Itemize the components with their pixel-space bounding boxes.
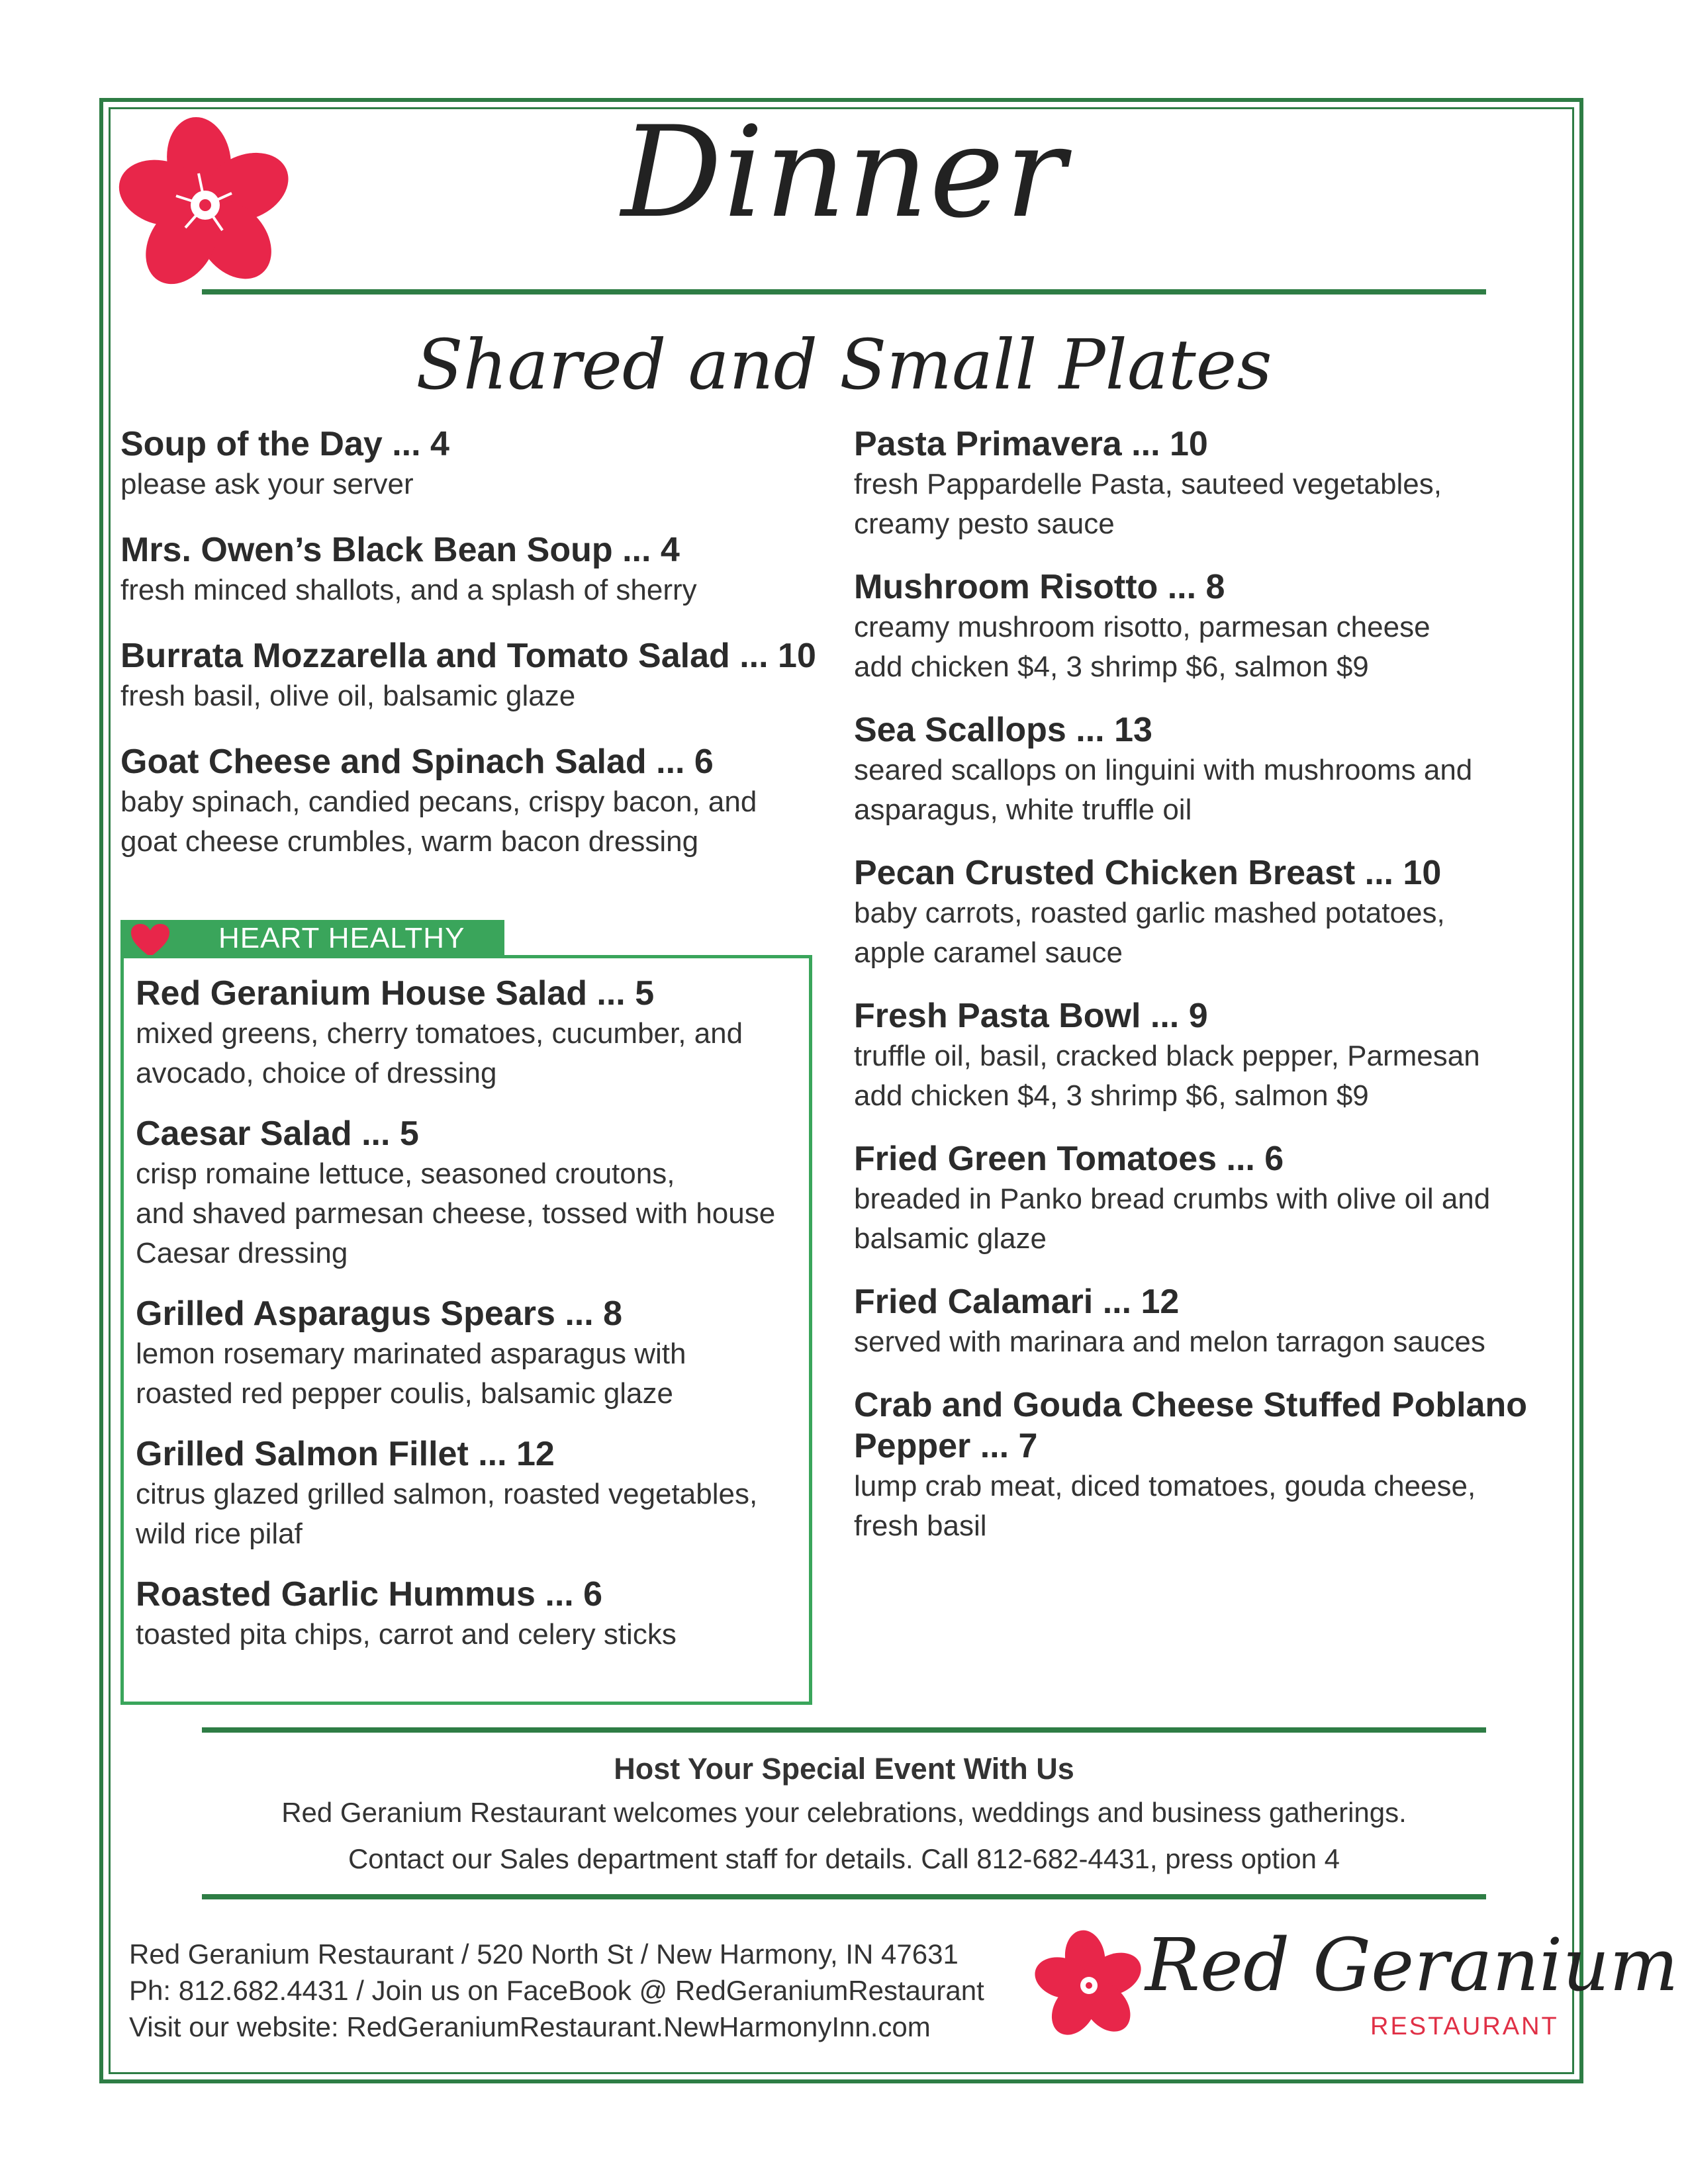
menu-item-desc: add chicken $4, 3 shrimp $6, salmon $9 — [854, 1079, 1369, 1112]
menu-item — [136, 1574, 804, 1655]
menu-item-name: Fried Calamari ... 12 — [854, 1283, 1180, 1321]
menu-item-desc: wild rice pilaf — [136, 1518, 303, 1550]
menu-item-desc: apple caramel sauce — [854, 936, 1123, 969]
menu-item-desc: seared scallops on linguini with mushrooms and — [854, 754, 1473, 786]
menu-item-name: Soup of the Day ... 4 — [120, 425, 449, 463]
menu-item — [136, 1113, 804, 1273]
menu-item-desc: fresh basil, olive oil, balsamic glaze — [120, 680, 576, 712]
restaurant-logo — [1033, 1923, 1679, 2055]
logo-subtitle: RESTAURANT — [1370, 2013, 1559, 2040]
menu-item-name: Burrata Mozzarella and Tomato Salad ... 10 — [120, 637, 816, 675]
menu-item-desc: balsamic glaze — [854, 1222, 1047, 1255]
menu-item — [854, 1138, 1556, 1259]
menu-item-desc: truffle oil, basil, cracked black pepper, Parmesan — [854, 1040, 1480, 1072]
menu-item-desc: mixed greens, cherry tomatoes, cucumber, and — [136, 1017, 743, 1050]
menu-item — [854, 995, 1556, 1116]
right-column — [854, 424, 1556, 1546]
menu-item-desc: please ask your server — [120, 468, 414, 500]
geranium-flower-icon — [1033, 1929, 1145, 2042]
menu-item-desc: lump crab meat, diced tomatoes, gouda cheese, — [854, 1470, 1476, 1502]
menu-item — [136, 973, 804, 1093]
menu-item — [854, 424, 1556, 544]
menu-item-name: Grilled Salmon Fillet ... 12 — [136, 1435, 555, 1473]
menu-item-desc: and shaved parmesan cheese, tossed with house — [136, 1197, 776, 1230]
heart-icon — [130, 923, 171, 958]
menu-item-desc: creamy pesto sauce — [854, 508, 1115, 540]
menu-item — [854, 1281, 1556, 1362]
menu-item-desc: creamy mushroom risotto, parmesan cheese — [854, 611, 1430, 643]
logo-name: Red Geranium — [1145, 1923, 1679, 2007]
menu-item — [136, 1433, 804, 1554]
menu-item-name: Sea Scallops ... 13 — [854, 711, 1152, 749]
menu-item-desc: crisp romaine lettuce, seasoned croutons, — [136, 1158, 675, 1190]
footer-address: Red Geranium Restaurant / 520 North St / New Harmony, IN 47631 — [129, 1938, 959, 1970]
menu-item-name: Fresh Pasta Bowl ... 9 — [854, 997, 1208, 1035]
section-title: Shared and Small Plates — [416, 324, 1272, 405]
menu-item-name: Fried Green Tomatoes ... 6 — [854, 1140, 1284, 1178]
heart-healthy-label: HEART HEALTHY — [218, 922, 465, 954]
menu-item — [120, 741, 822, 862]
menu-item — [854, 567, 1556, 687]
menu-item-name: Pasta Primavera ... 10 — [854, 425, 1208, 463]
menu-item-desc: citrus glazed grilled salmon, roasted vegetables, — [136, 1478, 758, 1510]
menu-item-name: Caesar Salad ... 5 — [136, 1115, 419, 1153]
event-line: Contact our Sales department staff for details. Call 812-682-4431, press option 4 — [348, 1843, 1340, 1874]
menu-item — [854, 709, 1556, 830]
menu-item-desc: baby carrots, roasted garlic mashed potatoes, — [854, 897, 1445, 929]
left-column — [120, 424, 822, 887]
footer-contact — [129, 1936, 984, 2045]
menu-item-name: Goat Cheese and Spinach Salad ... 6 — [120, 743, 714, 781]
event-section — [202, 1747, 1486, 1881]
menu-item-desc: add chicken $4, 3 shrimp $6, salmon $9 — [854, 651, 1369, 683]
menu-item — [854, 852, 1556, 973]
menu-item-name: Mrs. Owen’s Black Bean Soup ... 4 — [120, 531, 680, 569]
menu-item-desc: fresh minced shallots, and a splash of sherry — [120, 574, 697, 606]
menu-item-desc: served with marinara and melon tarragon sauces — [854, 1326, 1485, 1358]
menu-item-desc: asparagus, white truffle oil — [854, 794, 1192, 826]
menu-item-desc: fresh Pappardelle Pasta, sauteed vegetables, — [854, 468, 1442, 500]
event-title: Host Your Special Event With Us — [614, 1752, 1074, 1786]
menu-item-desc: goat cheese crumbles, warm bacon dressing — [120, 825, 699, 858]
menu-item-desc: fresh basil — [854, 1510, 987, 1542]
menu-item-name: Grilled Asparagus Spears ... 8 — [136, 1295, 623, 1333]
geranium-flower-icon — [113, 113, 311, 291]
menu-item-desc: lemon rosemary marinated asparagus with — [136, 1338, 686, 1370]
menu-item — [120, 635, 822, 716]
menu-item-desc: Caesar dressing — [136, 1237, 348, 1269]
menu-item-name: Crab and Gouda Cheese Stuffed Poblano Pepper ... 7 — [854, 1386, 1527, 1465]
page-title: Dinner — [621, 99, 1067, 246]
menu-item-desc: avocado, choice of dressing — [136, 1057, 497, 1089]
menu-item-name: Pecan Crusted Chicken Breast ... 10 — [854, 854, 1442, 892]
menu-item-desc: toasted pita chips, carrot and celery sticks — [136, 1618, 677, 1651]
event-divider-top — [202, 1727, 1486, 1733]
heart-healthy-list — [136, 973, 804, 1655]
event-divider-bottom — [202, 1894, 1486, 1899]
menu-item-desc: roasted red pepper coulis, balsamic glaze — [136, 1377, 674, 1410]
menu-item — [120, 424, 822, 504]
menu-item — [136, 1293, 804, 1414]
menu-item-desc: breaded in Panko bread crumbs with olive oil and — [854, 1183, 1491, 1215]
menu-item-name: Mushroom Risotto ... 8 — [854, 568, 1225, 606]
menu-item-name: Roasted Garlic Hummus ... 6 — [136, 1575, 603, 1614]
footer-website: Visit our website: RedGeraniumRestaurant.NewHarmonyInn.com — [129, 2011, 931, 2042]
menu-item-desc: baby spinach, candied pecans, crispy bacon, and — [120, 786, 757, 818]
event-line: Red Geranium Restaurant welcomes your celebrations, weddings and business gatherings. — [281, 1797, 1407, 1828]
menu-item — [854, 1385, 1556, 1546]
top-divider — [202, 289, 1486, 295]
footer-phone: Ph: 812.682.4431 / Join us on FaceBook @ RedGeraniumRestaurant — [129, 1975, 984, 2006]
menu-item — [120, 529, 822, 610]
menu-item-name: Red Geranium House Salad ... 5 — [136, 974, 655, 1013]
